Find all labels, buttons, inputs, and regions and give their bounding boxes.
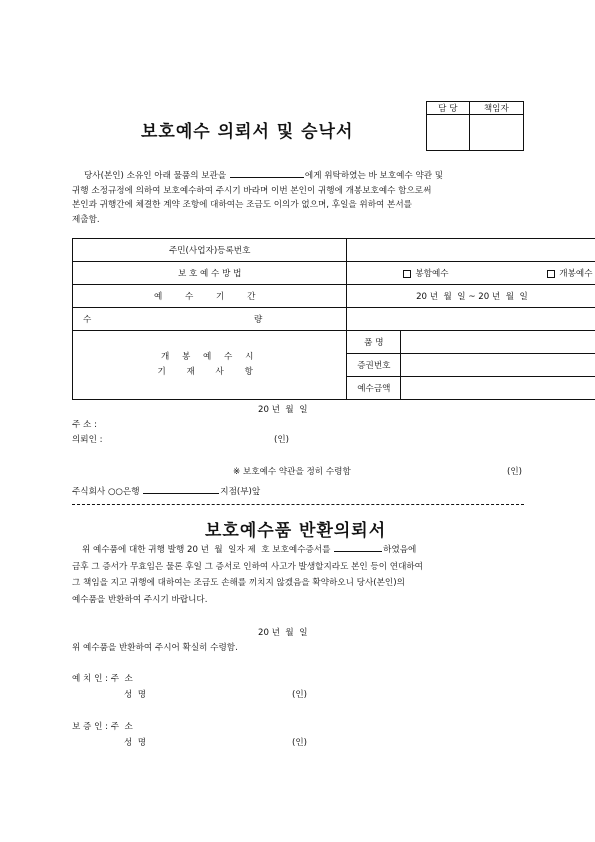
return-receipt-text: 위 예수품을 반환하여 주시어 확실히 수령함. [72,643,238,653]
return-title: 보호예수품 반환의뢰서 [205,521,387,541]
method-field [347,262,595,285]
intro-text-e: 제출함. [72,214,100,225]
approval-box [426,101,524,151]
sealed-option-label: 봉함예수 [415,269,449,279]
certificate-action-blank[interactable] [334,542,382,552]
approval-staff-sign[interactable] [427,115,470,151]
trustee-blank[interactable] [230,168,304,178]
reg-number-field[interactable] [347,239,595,262]
depositor-seal[interactable]: (인) [292,690,308,700]
approval-manager-sign[interactable] [469,115,523,151]
sealed-option[interactable] [403,267,448,279]
item-name-field[interactable] [401,331,595,354]
period-label: 예 수 기 간 [73,285,347,308]
security-number-field[interactable] [401,354,595,377]
reg-number-label: 주민(사업자)등록번호 [73,239,347,262]
deposit-info-table [72,238,595,400]
requester-seal[interactable]: (인) [274,435,290,445]
page-title: 보호예수 의뢰서 및 승낙서 [141,122,354,142]
branch-suffix: 지점(부)앞 [220,487,261,497]
bank-line [72,484,260,499]
return-text-2: 금후 그 증서가 무효임은 물론 후일 그 증서로 인하여 사고가 발생할지라도 본인 등이 연대하여 [72,561,423,572]
deposit-amount-field[interactable] [401,377,595,400]
security-number-label: 증권번호 [347,354,401,377]
return-text-1a: 위 예수품에 대한 귀행 발행 20 년 월 일자 제 호 보호예수증서를 [82,545,331,555]
quantity-label-text: 수 량 [83,315,343,325]
intro-text-c: 귀행 소정규정에 의하여 보호예수하여 주시기 바라며 이번 본인이 귀행에 개봉보호예수 함으로써 [72,185,432,196]
depositor-name-label: 성 명 [124,690,147,700]
request-date: 20 년 월 일 [258,405,308,415]
method-label: 보 호 예 수 방 법 [73,262,347,285]
open-deposit-label-2: 기 재 사 항 [157,367,262,377]
address-label: 주 소 : [72,420,97,430]
intro-text-a: 당사(본인) 소유인 아래 물품의 보관을 [84,171,227,181]
bank-name: 주식회사 ○○은행 [72,487,140,497]
approval-manager-header: 책임자 [469,102,523,115]
guarantor-address-label: 보 증 인 : 주 소 [72,722,133,732]
open-deposit-label [73,331,347,400]
return-date: 20 년 월 일 [258,628,308,638]
period-field[interactable] [347,285,595,308]
return-text-1b: 하였음에 [383,545,417,555]
open-option[interactable] [547,267,592,279]
quantity-label [73,308,347,331]
deposit-amount-label: 예수금액 [347,377,401,400]
depositor-address-label: 예 치 인 : 주 소 [72,674,133,684]
guarantor-seal[interactable]: (인) [292,738,308,748]
period-value: 20 년 월 일 ~ 20 년 월 일 [416,292,528,302]
return-paragraph [72,542,524,608]
quantity-field[interactable] [347,308,595,331]
open-option-label: 개봉예수 [559,269,593,279]
return-text-4: 예수품을 반환하여 주시기 바랍니다. [72,594,208,605]
open-deposit-label-1: 개 봉 예 수 시 [160,352,259,362]
return-text-3: 그 책임을 지고 귀행에 대하여는 조금도 손해를 끼치지 않겠음을 확약하오니 당사(본인)의 [72,578,405,588]
item-name-label: 품 명 [347,331,401,354]
sealed-checkbox[interactable] [403,270,411,278]
branch-blank[interactable] [143,484,219,494]
guarantor-name-label: 성 명 [124,738,147,748]
terms-receipt-seal[interactable]: (인) [507,467,523,477]
intro-text-b: 에게 위탁하였는 바 보호예수 약관 및 [304,171,444,181]
section-divider [72,504,524,505]
intro-text-d: 본인과 귀행간에 체결한 계약 조항에 대하여는 조금도 이의가 없으며, 후일을 위하여 본서를 [72,200,412,210]
intro-paragraph [72,168,524,227]
requester-label: 의뢰인 : [72,435,103,445]
open-checkbox[interactable] [547,270,555,278]
terms-receipt-note: ※ 보호예수 약관을 정히 수령함 [233,467,351,477]
approval-staff-header: 담 당 [427,102,470,115]
